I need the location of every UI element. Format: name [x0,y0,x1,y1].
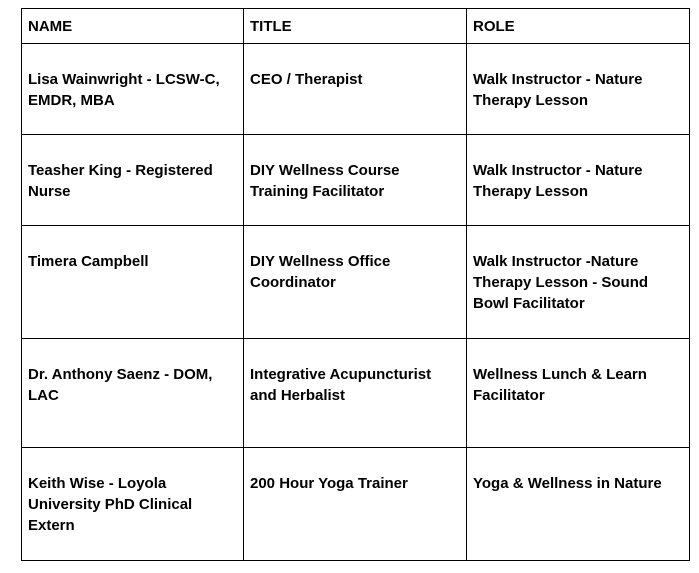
table-header [22,9,690,44]
cell-title: 200 Hour Yoga Trainer [244,448,467,561]
staff-table [21,8,690,561]
header-role: ROLE [467,9,690,44]
cell-role: Walk Instructor - Nature Therapy Lesson [467,44,690,135]
cell-role: Walk Instructor -Nature Therapy Lesson - Sound Bowl Facilitator [467,226,690,339]
cell-name: Keith Wise - Loyola University PhD Clinical Extern [22,448,244,561]
cell-title: CEO / Therapist [244,44,467,135]
table-row [22,226,690,339]
table-body [22,44,690,561]
cell-title: DIY Wellness Office Coordinator [244,226,467,339]
cell-name: Lisa Wainwright - LCSW-C, EMDR, MBA [22,44,244,135]
header-name: NAME [22,9,244,44]
cell-name: Teasher King - Registered Nurse [22,135,244,226]
cell-name: Dr. Anthony Saenz - DOM, LAC [22,339,244,448]
header-row [22,9,690,44]
header-title: TITLE [244,9,467,44]
cell-role: Wellness Lunch & Learn Facilitator [467,339,690,448]
cell-title: Integrative Acupuncturist and Herbalist [244,339,467,448]
table-row [22,448,690,561]
table-row [22,135,690,226]
cell-role: Yoga & Wellness in Nature [467,448,690,561]
table-row [22,339,690,448]
cell-title: DIY Wellness Course Training Facilitator [244,135,467,226]
cell-role: Walk Instructor - Nature Therapy Lesson [467,135,690,226]
cell-name: Timera Campbell [22,226,244,339]
table-row [22,44,690,135]
